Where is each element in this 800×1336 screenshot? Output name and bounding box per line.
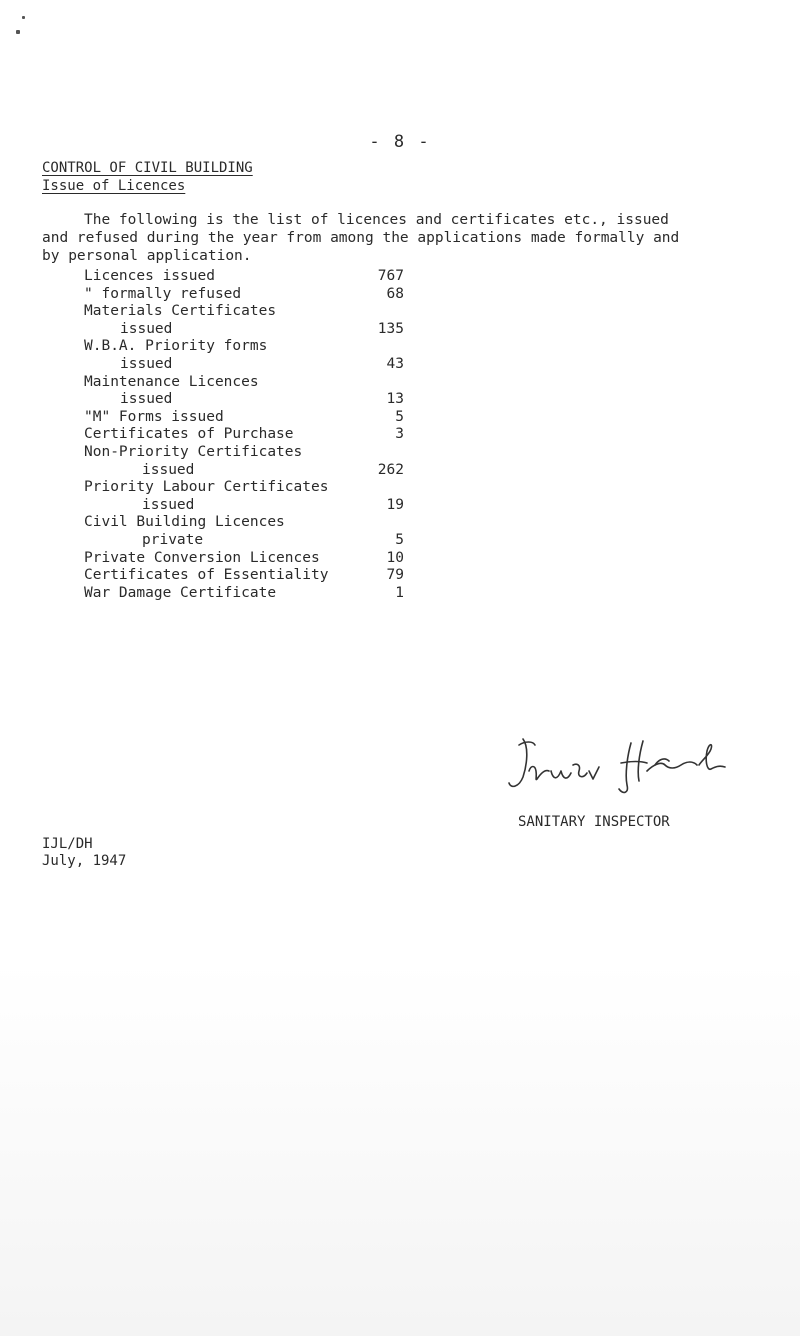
- item-label: War Damage Certificate: [84, 584, 277, 601]
- item-label: issued: [120, 391, 173, 408]
- item-value: 1: [395, 584, 404, 601]
- item-value: 13: [386, 391, 404, 408]
- list-item-continued: [84, 497, 404, 515]
- item-label: Priority Labour Certificates: [84, 479, 329, 496]
- item-value: 79: [386, 567, 404, 584]
- reference-code: IJL/DH: [42, 836, 93, 852]
- item-label: Maintenance Licences: [84, 373, 259, 390]
- intro-line: The following is the list of licences and certificates etc., issued: [84, 212, 669, 228]
- intro-line: by personal application.: [42, 248, 252, 264]
- section-title: CONTROL OF CIVIL BUILDING: [42, 160, 253, 176]
- licence-list: [84, 268, 404, 602]
- item-value: 5: [395, 531, 404, 548]
- item-label: Licences issued: [84, 268, 215, 284]
- list-item: [84, 409, 404, 427]
- list-item: [84, 444, 404, 462]
- item-label: Materials Certificates: [84, 303, 277, 320]
- list-item: [84, 479, 404, 497]
- item-label: issued: [120, 320, 173, 337]
- item-value: 43: [386, 355, 404, 372]
- item-label: Civil Building Licences: [84, 514, 285, 531]
- item-label: issued: [142, 461, 195, 478]
- item-value: 5: [395, 408, 404, 425]
- item-label: private: [142, 531, 204, 548]
- list-item: [84, 585, 404, 603]
- item-label: Certificates of Essentiality: [84, 567, 329, 584]
- reference-block: [42, 836, 126, 870]
- item-label: Non-Priority Certificates: [84, 443, 303, 460]
- item-value: 10: [386, 549, 404, 566]
- intro-line: and refused during the year from among the applications made formally and: [42, 230, 680, 246]
- list-item: [84, 426, 404, 444]
- document-date: July, 1947: [42, 853, 127, 869]
- list-item-continued: [84, 321, 404, 339]
- list-item: [84, 268, 404, 286]
- handwritten-signature: [505, 735, 735, 805]
- item-value: 68: [386, 285, 404, 302]
- list-item-continued: [84, 391, 404, 409]
- section-subtitle: Issue of Licences: [42, 178, 186, 194]
- list-item: [84, 550, 404, 568]
- list-item: [84, 286, 404, 304]
- intro-paragraph: [42, 211, 794, 265]
- item-label: W.B.A. Priority forms: [84, 338, 268, 355]
- item-label: "M" Forms issued: [84, 408, 224, 425]
- list-item: [84, 303, 404, 321]
- item-label: issued: [120, 355, 173, 372]
- item-value: 19: [386, 496, 404, 513]
- item-label: " formally refused: [84, 285, 242, 302]
- list-item: [84, 338, 404, 356]
- list-item-continued: [84, 462, 404, 480]
- item-value: 135: [377, 320, 404, 337]
- list-item: [84, 514, 404, 532]
- list-item: [84, 567, 404, 585]
- item-label: Certificates of Purchase: [84, 426, 294, 443]
- list-item: [84, 374, 404, 392]
- item-label: issued: [142, 496, 195, 513]
- scan-speck: [22, 16, 25, 19]
- item-value: 3: [395, 426, 404, 443]
- signatory-title: SANITARY INSPECTOR: [518, 814, 670, 830]
- item-value: 262: [377, 461, 404, 478]
- page-number: - 8 -: [369, 132, 431, 152]
- item-label: Private Conversion Licences: [84, 549, 320, 566]
- item-value: 767: [377, 268, 404, 284]
- list-item-continued: [84, 532, 404, 550]
- scan-speck: [16, 30, 20, 34]
- list-item-continued: [84, 356, 404, 374]
